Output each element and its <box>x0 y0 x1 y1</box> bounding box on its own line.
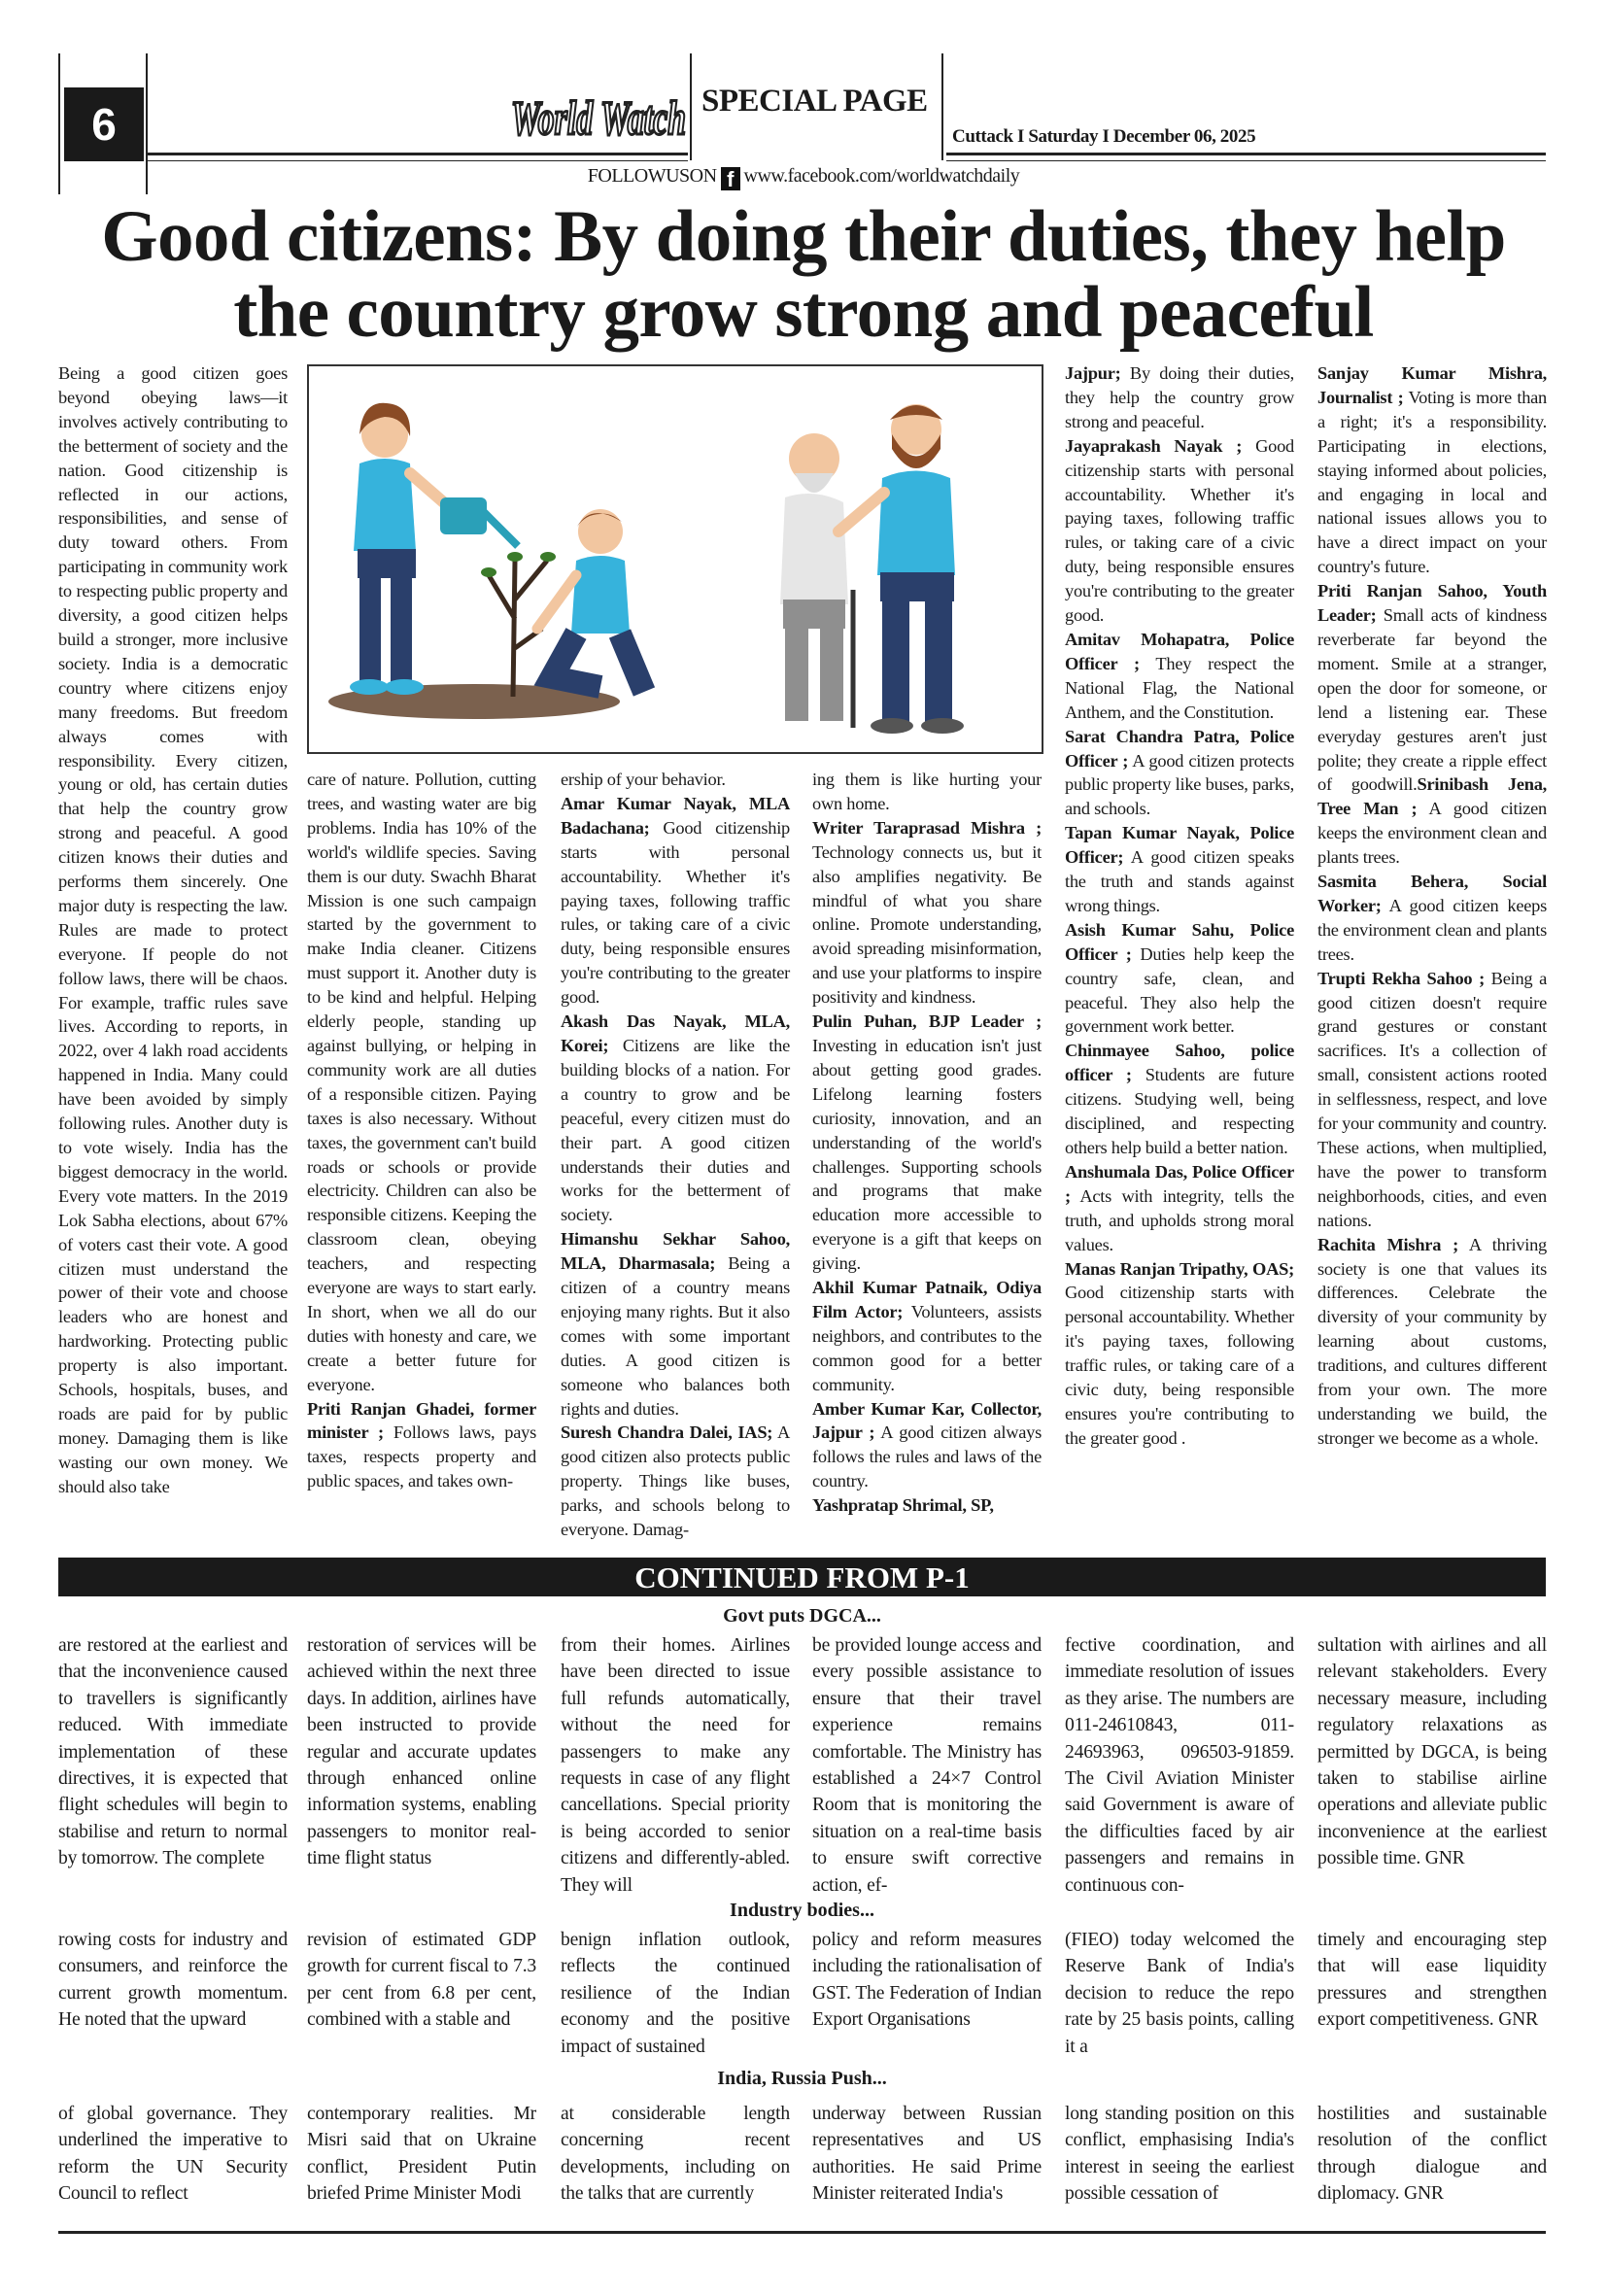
contributor-name: Srinibash Jena, Tree Man ; <box>1317 774 1547 819</box>
feature-paragraph <box>1065 434 1294 628</box>
contributor-name: Manas Ranjan Tripathy, OAS; <box>1065 1258 1294 1279</box>
contributor-name: Akhil Kumar Patnaik, Odiya Film Actor; <box>812 1278 1042 1321</box>
story-title-india-russia: India, Russia Push... <box>717 2068 887 2089</box>
feature-paragraph <box>1065 1257 1294 1451</box>
feature-column-4 <box>812 768 1042 1553</box>
contributor-name: Priti Ranjan Ghadei, former minister ; <box>307 1398 536 1443</box>
story-column: revision of estimated GDP growth for current fiscal to 7.3 per cent from 6.8 per cent, combined with a stable and <box>307 1930 536 2031</box>
story-column: restoration of services will be achieved within the next three days. In addition, airlines have been instructed to provide regular and accurate updates through enhanced online information systems, enabling passengers to monitor real-time flight status <box>307 1635 536 1869</box>
paragraph-text: Duties help keep the country safe, clean, and peaceful. They also help the government work better. <box>1065 943 1294 1037</box>
feature-column-6 <box>1317 361 1547 1553</box>
paragraph-text: A good citizen keeps the environment clean and plants trees. <box>1317 895 1547 964</box>
feature-paragraph <box>1317 579 1547 870</box>
paragraph-text: Citizens are like the building blocks of a nation. For a country to grow and be peaceful, every citizen must do their part. A good citizen understands their duties and works for the betterment of society. <box>561 1035 790 1225</box>
feature-paragraph <box>812 768 1042 816</box>
header-rule <box>690 53 692 160</box>
paragraph-text: A thriving society is one that values its differences. Celebrate the diversity of your community by learning about customs, traditions, and cultures different from your own. The more understanding we build, the stronger we become as a whole. <box>1317 1234 1548 1448</box>
feature-paragraph <box>307 1397 536 1494</box>
story-column: sultation with airlines and all relevant stakeholders. Every necessary measure, including regulatory relaxations as permitted by DGCA, is being taken to stabilise airline operations and alleviate public inconvenience at the earliest possible time. GNR <box>1317 1635 1547 1869</box>
section-title: SPECIAL PAGE <box>701 84 928 119</box>
paragraph-text: Being a citizen of a country means enjoying many rights. But it also comes with some important duties. A good citizen is someone who balances both rights and duties. <box>561 1253 790 1419</box>
bearded-man-icon <box>838 404 964 734</box>
story-column: policy and reform measures including the rationalisation of GST. The Federation of Indian Export Organisations <box>812 1930 1042 2031</box>
feature-paragraph <box>1065 361 1294 434</box>
story-column: contemporary realities. Mr Misri said that on Ukraine conflict, President Putin briefed Prime Minister Modi <box>307 2104 536 2205</box>
paragraph-text: They respect the National Flag, the National Anthem, and the Constitution. <box>1065 653 1294 722</box>
contributor-name: Jajpur; <box>1065 363 1121 383</box>
story-column: are restored at the earliest and that the inconvenience caused to travellers is significantly reduced. With immediate implementation of these directives, it is expected that flight schedules will begin to stabilise and return to normal by tomorrow. The complete <box>58 1635 288 1869</box>
feature-paragraph <box>1317 967 1547 1233</box>
feature-paragraph <box>1065 725 1294 822</box>
contributor-name: Writer Taraprasad Mishra ; <box>812 817 1042 838</box>
paragraph-text: Being a good citizen goes beyond obeying laws—it involves actively contributing to the betterment of society and the nation. Good citizenship is reflected in our actions, responsibilities, and sense of duty toward others. From participating in community work to respecting public property and diversity, a good citizen helps build a stronger, more inclusive society. India is a democratic country where citizens enjoy many freedoms. But freedom always comes with responsibility. Every citizen, young or old, has certain duties that help the country grow strong and peaceful. A good citizen knows their duties and performs them sincerely. One major duty is respecting the law. Rules are made to protect everyone. If people do not follow laws, there will be chaos. For example, traffic rules save lives. According to reports, in 2022, over 4 lakh road accidents happened in India. Many could have been avoided by simply following rules. Another duty is to vote wisely. India has the biggest democracy in the world. Every vote matters. In the 2019 Lok Sabha elections, about 67% of voters cast their vote. A good citizen must understand the power of their vote and choose leaders who are honest and hardworking. Protecting public property is also important. Schools, hospitals, buses, and roads are paid for by public money. Damaging them is like wasting our own money. We should also take <box>58 363 288 1496</box>
paragraph-text: Students are future citizens. Studying well, being disciplined, and respecting others help build a better nation. <box>1065 1065 1294 1157</box>
story-column: of global governance. They underlined the imperative to reform the UN Security Council to reflect <box>58 2104 288 2205</box>
feature-illustration <box>307 364 1043 754</box>
paragraph-text: Small acts of kindness reverberate far beyond the moment. Smile at a stranger, open the door for someone, or lend a listening ear. These everyday gestures aren't just polite; they create a ripple effect of goodwill. <box>1317 605 1547 795</box>
feature-paragraph <box>1065 918 1294 1040</box>
feature-paragraph <box>1065 1160 1294 1257</box>
contributor-name: Sasmita Behera, Social Worker; <box>1317 872 1547 915</box>
feature-paragraph <box>1065 821 1294 918</box>
feature-column-1 <box>58 361 288 1553</box>
dateline: Cuttack I Saturday I December 06, 2025 <box>952 126 1256 147</box>
boy-planting-icon <box>537 509 644 692</box>
follow-label: FOLLOWUSON <box>587 165 717 187</box>
elderly-man-icon <box>780 433 853 728</box>
feature-paragraph <box>561 1421 790 1542</box>
contributor-name: Priti Ranjan Sahoo, Youth Leader; <box>1317 581 1547 626</box>
headline-line-1: Good citizens: By doing their duties, they help <box>101 196 1506 277</box>
contributor-name: Trupti Rekha Sahoo ; <box>1317 968 1485 988</box>
social-follow-line <box>0 165 1607 190</box>
facebook-icon: f <box>721 167 740 190</box>
paragraph-text: Follows laws, pays taxes, respects property and public spaces, and takes own- <box>307 1422 537 1491</box>
paragraph-text: ership of your behavior. <box>561 770 726 789</box>
paragraph-text: ing them is like hurting your own home. <box>812 770 1042 813</box>
contributor-name: Amitav Mohapatra, Police Officer ; <box>1065 629 1294 673</box>
contributor-name: Tapan Kumar Nayak, Police Officer; <box>1065 823 1294 868</box>
feature-paragraph <box>812 1276 1042 1397</box>
contributor-name: Amar Kumar Nayak, MLA Badachana; <box>561 793 790 838</box>
paragraph-text: care of nature. Pollution, cutting trees, and wasting water are big problems. India has 10% of the world's wildlife species. Saving them is our duty. Swachh Bharat Mission is one such campaign started by the government to make India cleaner. Citizens must support it. Another duty is to be kind and helpful. Helping elderly people, standing up against bullying, or helping in community work are all duties of a responsible citizen. Paying taxes is also necessary. Without taxes, the government can't build roads or schools or provide electricity. Children can also be responsible citizens. Keeping the classroom clean, obeying teachers, and respecting everyone are ways to start early. In short, when we all do our duties with honesty and care, we create a better future for everyone. <box>307 770 536 1394</box>
contributor-name: Rachita Mishra ; <box>1317 1234 1458 1254</box>
feature-paragraph <box>1317 361 1547 579</box>
feature-paragraph <box>561 768 790 792</box>
feature-paragraph <box>1065 628 1294 725</box>
story-column: long standing position on this conflict, emphasising India's interest in seeing the earliest possible cessation of <box>1065 2104 1294 2205</box>
paragraph-text: Voting is more than a right; it's a responsibility. Participating in elections, staying informed about policies, and engaging in local and national issues allows you to have a direct impact on your country's future. <box>1317 387 1547 577</box>
feature-paragraph <box>561 1227 790 1421</box>
contributor-name: Sanjay Kumar Mishra, Journalist ; <box>1317 363 1547 407</box>
contributor-name: Yashpratap Shrimal, SP, <box>812 1495 994 1516</box>
feature-paragraph <box>307 768 536 1397</box>
paragraph-text: Being a good citizen doesn't require grand gestures or constant sacrifices. It's a collection of small, consistent actions rooted in selflessness, respect, and love for your community and country. These actions, when multiplied, have the power to transform neighborhoods, cities, and even nations. <box>1317 968 1547 1230</box>
contributor-name: Jayaprakash Nayak ; <box>1065 435 1243 456</box>
paragraph-text: Volunteers, assists neighbors, and contributes to the common good for a better community. <box>812 1301 1042 1394</box>
headline <box>39 196 1568 353</box>
story-title-industry: Industry bodies... <box>730 1900 874 1921</box>
story-column: be provided lounge access and every possible assistance to ensure that their travel experience remains comfortable. The Ministry has established a 24×7 Control Room that is monitoring the situation on a real-time basis to ensure swift corrective action, ef- <box>812 1635 1042 1896</box>
story-column: rowing costs for industry and consumers, and reinforce the current growth momentum. He noted that the upward <box>58 1930 288 2031</box>
paragraph-text: Good citizenship starts with personal accountability. Whether it's paying taxes, following traffic rules, or taking care of a civic duty, being responsible ensures you're contributing to the greater good. <box>561 817 790 1008</box>
story-column: at considerable length concerning recent developments, including on the talks that are currently <box>561 2104 790 2205</box>
paragraph-text: Technology connects us, but it also amplifies negativity. Be mindful of what you share online. Promote understanding, avoid spreading misinformation, and use your platforms to inspire positivity and kindness. <box>812 841 1042 1008</box>
paragraph-text: By doing their duties, they help the country grow strong and peaceful. <box>1065 363 1294 431</box>
feature-column-5 <box>1065 361 1294 1553</box>
feature-paragraph <box>1317 870 1547 967</box>
contributor-name: Sarat Chandra Patra, Police Officer ; <box>1065 726 1294 771</box>
paragraph-text: A good citizen keeps the environment clean and plants trees. <box>1317 799 1547 868</box>
svg-text:World Watch: World Watch <box>511 90 686 145</box>
woman-watering-icon <box>350 403 518 695</box>
header-double-rule <box>946 153 1546 161</box>
feature-paragraph <box>561 792 790 1010</box>
facebook-link[interactable]: www.facebook.com/worldwatchdaily <box>743 165 1020 187</box>
contributor-name: Himanshu Sekhar Sahoo, MLA, Dharmasala; <box>561 1229 790 1274</box>
story-column: benign inflation outlook, reflects the continued resilience of the Indian economy and the positive impact of sustained <box>561 1930 790 2057</box>
headline-line-2: the country grow strong and peaceful <box>233 272 1374 353</box>
story-column: hostilities and sustainable resolution of the conflict through dialogue and diplomacy. GNR <box>1317 2104 1547 2205</box>
feature-paragraph <box>812 1010 1042 1276</box>
feature-column-3 <box>561 768 790 1553</box>
feature-paragraph <box>812 1397 1042 1494</box>
feature-column-2 <box>307 768 536 1553</box>
story-column: from their homes. Airlines have been directed to issue full refunds automatically, without the need for passengers to make any requests in case of any flight cancellations. Special priority is being accorded to senior citizens and differently-abled. They will <box>561 1635 790 1896</box>
paragraph-text: A good citizen protects public property like buses, parks, and schools. <box>1065 750 1294 819</box>
world-watch-logo <box>507 78 690 155</box>
header-double-rule <box>148 153 688 161</box>
paragraph-text: A good citizen also protects public property. Things like buses, parks, and schools belong to everyone. Damag- <box>561 1422 790 1540</box>
feature-paragraph <box>812 816 1042 1010</box>
contributor-name: Asish Kumar Sahu, Police Officer ; <box>1065 919 1294 964</box>
story-column: (FIEO) today welcomed the Reserve Bank of India's decision to reduce the repo rate by 25 basis points, calling it a <box>1065 1930 1294 2057</box>
contributor-name: Amber Kumar Kar, Collector, Jajpur ; <box>812 1398 1042 1443</box>
story-column: timely and encouraging step that will ease liquidity pressures and strengthen export competitiveness. GNR <box>1317 1930 1547 2031</box>
story-column: underway between Russian representatives and US authorities. He said Prime Minister reiterated India's <box>812 2104 1042 2205</box>
continued-banner: CONTINUED FROM P-1 <box>58 1558 1546 1596</box>
paragraph-text: Acts with integrity, tells the truth, and upholds strong moral values. <box>1065 1185 1294 1254</box>
feature-paragraph <box>1317 1233 1547 1451</box>
feature-paragraph <box>1065 1039 1294 1160</box>
story-column: fective coordination, and immediate resolution of issues as they arise. The numbers are 011-24610843, 011-24693963, 096503-91859. The Civil Aviation Minister said Government is aware of the difficulties faced by air passengers and remains in continuous con- <box>1065 1635 1294 1896</box>
paragraph-text: A good citizen always follows the rules and laws of the country. <box>812 1422 1042 1491</box>
paragraph-text: A good citizen speaks the truth and stands against wrong things. <box>1065 847 1294 915</box>
feature-paragraph <box>58 361 288 1499</box>
paragraph-text: Good citizenship starts with personal accountability. Whether it's paying taxes, following traffic rules, or taking care of a civic duty, being responsible ensures you're contributing to the greater good. <box>1065 435 1295 626</box>
header-rule <box>941 53 943 160</box>
paragraph-text: Good citizenship starts with personal accountability. Whether it's paying taxes, following traffic rules, or taking care of a civic duty, being responsible ensures you're contributing to the greater good . <box>1065 1283 1294 1448</box>
story-title-dgca: Govt puts DGCA... <box>723 1605 881 1627</box>
paragraph-text: Investing in education isn't just about getting good grades. Lifelong learning fosters curiosity, innovation, and an understanding of the world's challenges. Supporting schools and programs that make education more accessible to everyone is a gift that keeps on giving. <box>812 1035 1042 1274</box>
feature-paragraph <box>812 1493 1042 1518</box>
page-number: 6 <box>64 87 144 161</box>
contributor-name: Suresh Chandra Dalei, IAS; <box>561 1422 773 1443</box>
contributor-name: Anshumala Das, Police Officer ; <box>1065 1161 1294 1206</box>
contributor-name: Pulin Puhan, BJP Leader ; <box>812 1011 1042 1032</box>
feature-paragraph <box>561 1010 790 1227</box>
contributor-name: Chinmayee Sahoo, police officer ; <box>1065 1041 1294 1085</box>
bottom-rule <box>58 2231 1546 2234</box>
contributor-name: Akash Das Nayak, MLA, Korei; <box>561 1011 790 1055</box>
